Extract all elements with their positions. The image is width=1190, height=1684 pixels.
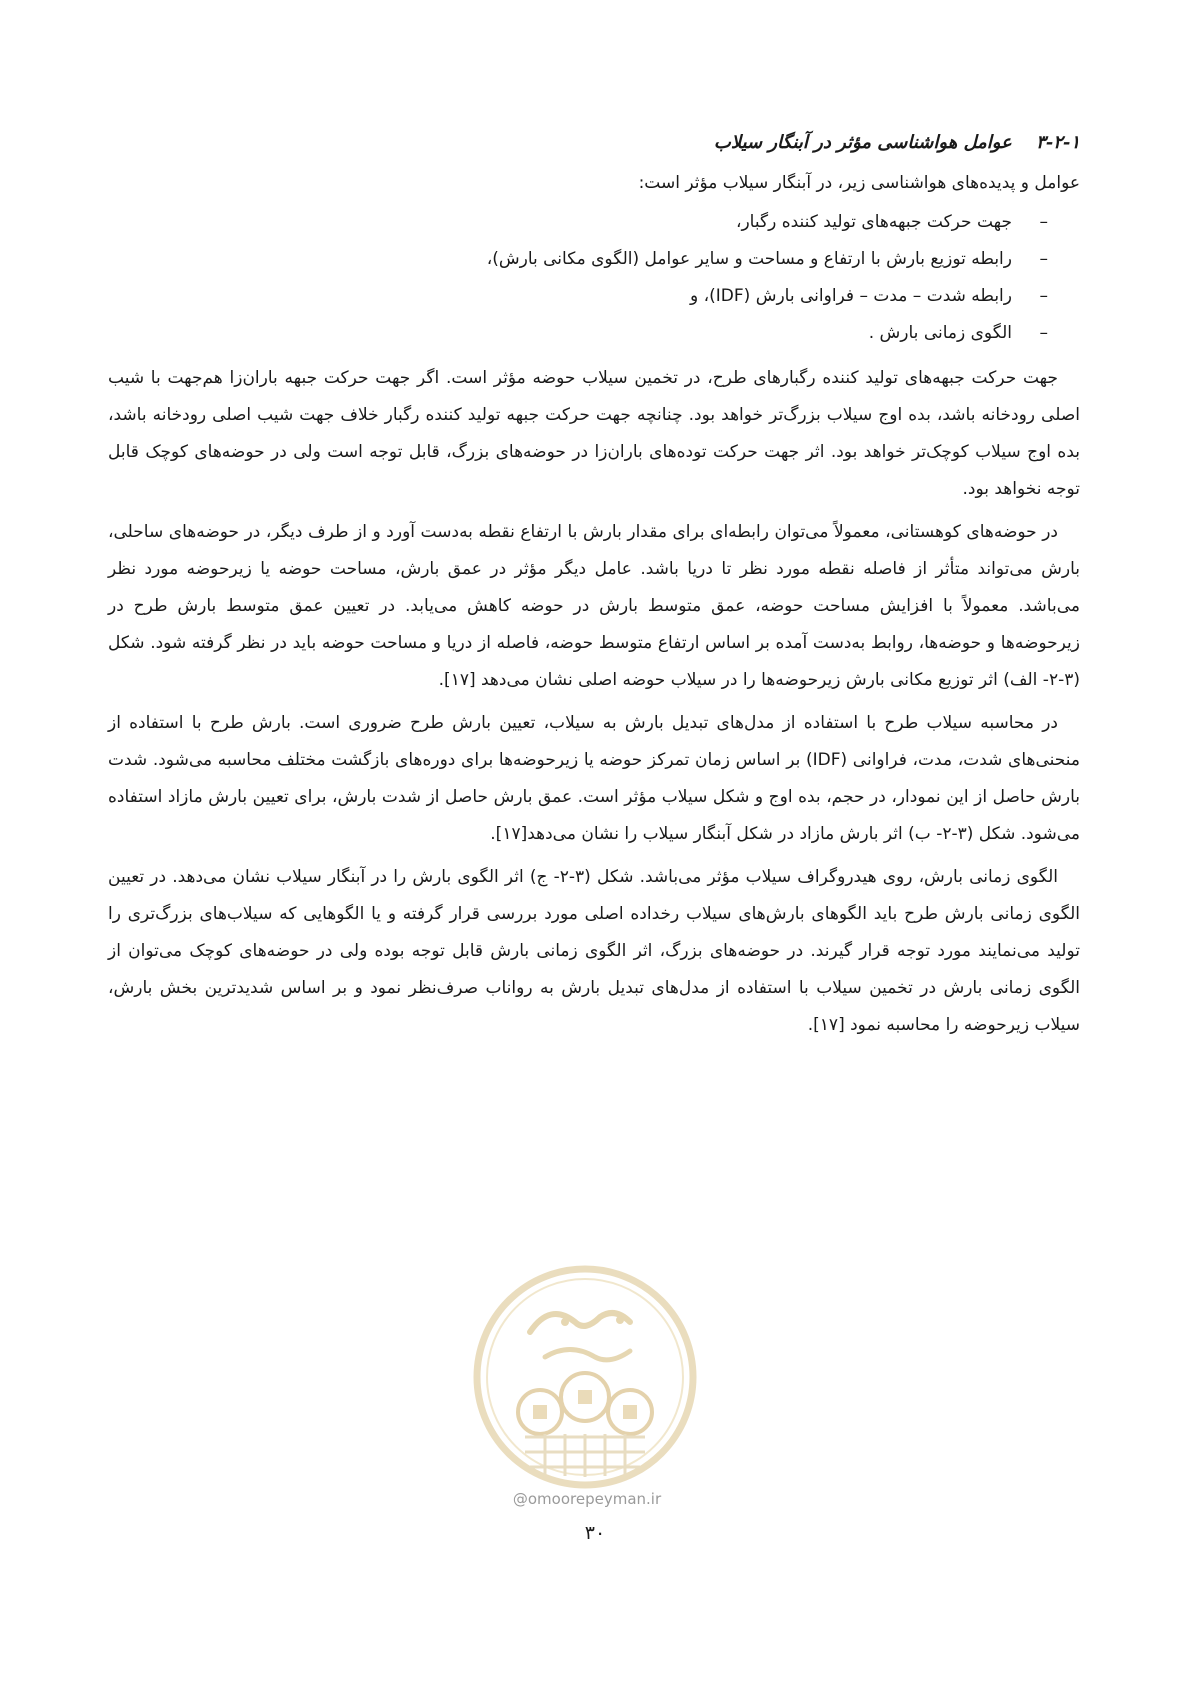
list-item: [108, 315, 1048, 352]
factor-list: [108, 204, 1080, 352]
section-title: عوامل هواشناسی مؤثر در آبنگار سیلاب: [713, 132, 1012, 153]
list-item-text: رابطه توزیع بارش با ارتفاع و مساحت و سایر عوامل (الگوی مکانی بارش)،: [486, 249, 1012, 269]
list-item-text: الگوی زمانی بارش .: [868, 323, 1012, 343]
paragraph-idf: در محاسبه سیلاب طرح با استفاده از مدل‌های تبدیل بارش به سیلاب، تعیین بارش طرح ضروری است. بارش طرح با استفاده از منحنی‌های شدت، مدت، فراوانی (IDF) بر اساس زمان تمرکز حوضه یا زیرحوضه‌ها برای دوره‌های بازگشت مختلف محاسبه می‌شود. شدت بارش حاصل از این نمودار، در حجم، بده اوج و شکل سیلاب مؤثر است. عمق بارش حاصل از شدت بارش، برای تعیین بارش مازاد استفاده می‌شود. شکل (۳-۲- ب) اثر بارش مازاد در شکل آبنگار سیلاب را نشان می‌دهد[۱۷].: [108, 713, 1080, 844]
section-number: ۳-۲-۱: [1036, 132, 1080, 153]
intro-text: عوامل و پدیده‌های هواشناسی زیر، در آبنگار سیلاب مؤثر است:: [638, 173, 1080, 193]
paragraph-front-direction: جهت حرکت جبهه‌های تولید کننده رگبارهای طرح، در تخمین سیلاب حوضه مؤثر است. اگر جهت حرکت جبهه باران‌زا هم‌جهت با شیب اصلی رودخانه باشد، بده اوج سیلاب بزرگ‌تر خواهد بود. چنانچه جهت حرکت جبهه تولید کننده رگبار خلاف جهت شیب اصلی رودخانه باشد، بده اوج سیلاب کوچک‌تر خواهد بود. اثر جهت حرکت توده‌های باران‌زا در حوضه‌های بزرگ، قابل توجه است ولی در حوضه‌های کوچک قابل توجه نخواهد بود.: [108, 368, 1080, 499]
list-item: [108, 278, 1048, 315]
bullet-dash: –: [1039, 212, 1048, 232]
list-item: [108, 204, 1048, 241]
list-item-text: جهت حرکت جبهه‌های تولید کننده رگبار،: [735, 212, 1012, 232]
list-item-text: رابطه شدت – مدت – فراوانی بارش (IDF)، و: [690, 286, 1012, 306]
paragraph-temporal-pattern: الگوی زمانی بارش، روی هیدروگراف سیلاب مؤثر می‌باشد. شکل (۳-۲- ج) اثر الگوی بارش را در آبنگار سیلاب نشان می‌دهد. در تعیین الگوی زمانی بارش طرح باید الگوهای بارش‌های سیلاب رخداده اصلی مورد بررسی قرار گرفته و یا الگوهایی که سیلاب‌های بزرگ‌تری را تولید می‌نمایند مورد توجه قرار گیرند. در حوضه‌های بزرگ، اثر الگوی زمانی بارش قابل توجه بوده ولی در حوضه‌های کوچک می‌توان از الگوی زمانی بارش در تخمین سیلاب با استفاده از مدل‌های تبدیل بارش به رواناب صرف‌نظر نمود و بر اساس شدیدترین بخش بارش، سیلاب زیرحوضه را محاسبه نمود [۱۷].: [108, 867, 1080, 1035]
bullet-dash: –: [1039, 286, 1048, 306]
bullet-dash: –: [1039, 323, 1048, 343]
watermark-url: @omoorepeyman.ir: [512, 1490, 662, 1508]
bullet-dash: –: [1039, 249, 1048, 269]
watermark-logo: [470, 1262, 700, 1492]
paragraph-spatial-pattern: در حوضه‌های کوهستانی، معمولاً می‌توان رابطه‌ای برای مقدار بارش با ارتفاع نقطه به‌دست آورد و از طرف دیگر، در حوضه‌های ساحلی، بارش می‌تواند متأثر از فاصله نقطه مورد نظر تا دریا باشد. عامل دیگر مؤثر در عمق بارش، مساحت حوضه یا زیرحوضه مورد نظر می‌باشد. معمولاً با افزایش مساحت حوضه، عمق متوسط بارش در حوضه کاهش می‌یابد. در تعیین عمق متوسط بارش طرح در زیرحوضه‌ها و حوضه‌ها، روابط به‌دست آمده بر اساس ارتفاع متوسط حوضه، فاصله از دریا و مساحت حوضه باید در نظر گرفته شود. شکل (۳-۲- الف) اثر توزیع مکانی بارش زیرحوضه‌ها را در سیلاب حوضه اصلی نشان می‌دهد [۱۷].: [108, 522, 1080, 690]
list-item: [108, 241, 1048, 278]
page-number: ۳۰: [584, 1522, 606, 1544]
page-content: [108, 128, 1080, 1050]
section-heading: [108, 128, 1080, 158]
